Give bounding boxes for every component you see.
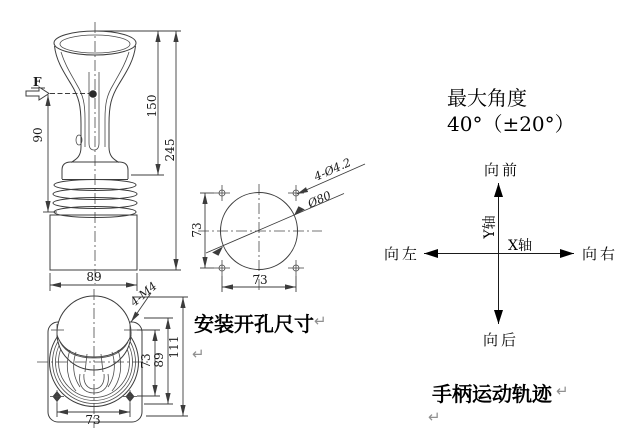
dim-bv-73: 73 — [139, 353, 153, 369]
dim-90: 90 — [31, 127, 45, 143]
caption-install-dimensions: 安装开孔尺寸 — [194, 312, 314, 336]
label-bolt-circle: Ø80 — [305, 188, 334, 211]
max-angle-title: 最大角度 — [447, 86, 527, 110]
axis-label-right: 向右 — [581, 245, 619, 263]
side-view-dimensions — [31, 31, 181, 291]
axis-label-backward: 向后 — [482, 331, 520, 349]
dim-bv-111: 111 — [167, 335, 181, 359]
label-thread: 4-M4 — [127, 278, 160, 310]
caption-handle-motion: 手柄运动轨迹 — [432, 382, 552, 406]
dim-hole-spacing-v: 73 — [190, 222, 204, 238]
motion-axes — [384, 161, 618, 349]
label-holes: 4-Ø4.2 — [311, 155, 353, 184]
dim-150: 150 — [145, 94, 159, 118]
bottom-view — [37, 279, 188, 428]
dim-245: 245 — [163, 138, 177, 162]
y-axis-label: Y轴 — [482, 215, 498, 239]
max-angle-block — [447, 85, 575, 137]
dim-hole-spacing-h: 73 — [252, 273, 268, 287]
installation-hole-view — [190, 155, 365, 292]
axis-label-forward: 向前 — [483, 161, 521, 179]
x-axis-label: X轴 — [508, 238, 532, 254]
return-mark: ↵ — [428, 408, 441, 426]
return-mark: ↵ — [314, 312, 327, 330]
max-angle-value: 40°（±20°） — [447, 112, 575, 136]
force-label: F — [33, 75, 42, 89]
dim-bv-89: 89 — [152, 352, 166, 368]
axis-label-left: 向左 — [383, 245, 421, 263]
dim-bv-width: 73 — [85, 413, 101, 427]
return-mark: ↵ — [192, 345, 205, 363]
dim-89: 89 — [86, 270, 102, 284]
force-point-dot — [89, 90, 97, 98]
side-view — [26, 22, 181, 291]
return-mark: ↵ — [556, 382, 569, 400]
